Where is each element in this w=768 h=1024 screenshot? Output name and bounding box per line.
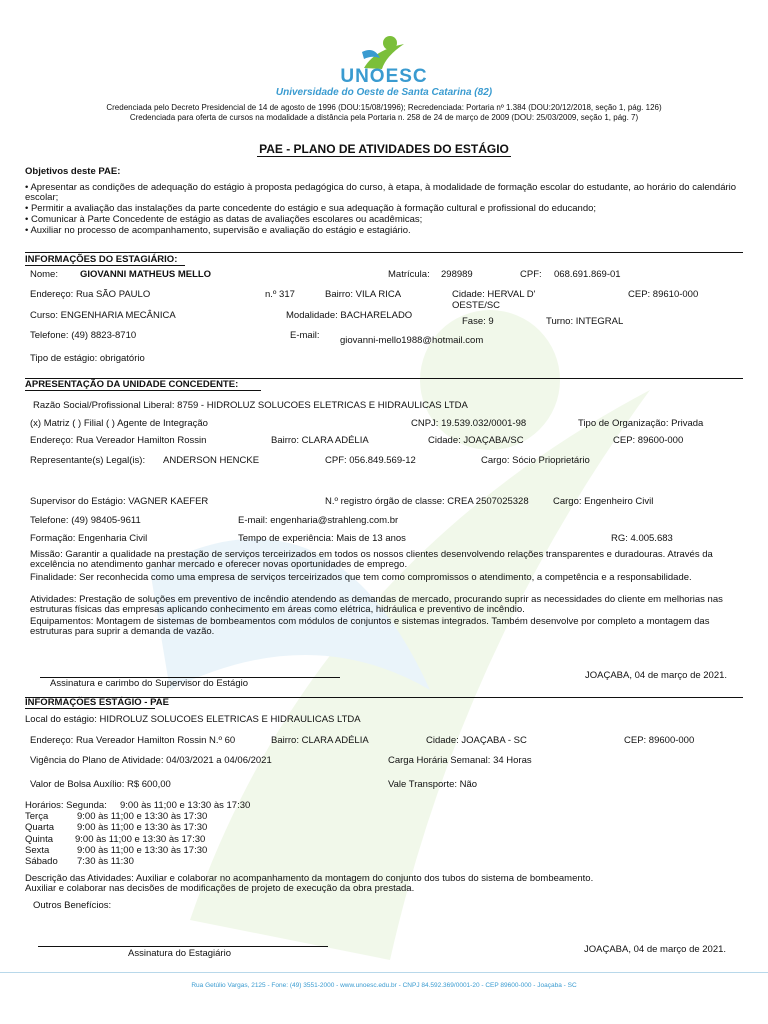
supervisor-cargo: Cargo: Engenheiro Civil [553,496,654,507]
concedente-heading: APRESENTAÇÃO DA UNIDADE CONCEDENTE: [25,379,239,390]
registro-classe: N.º registro órgão de classe: CREA 2507025328 [325,496,529,507]
nome-label: Nome: [30,269,58,280]
horario-dia: Sábado [25,856,58,867]
turno: Turno: INTEGRAL [546,316,624,327]
vale-transporte: Vale Transporte: Não [388,779,478,790]
data-estagiario: JOAÇABA, 04 de março de 2021. [584,944,727,955]
modalidade: Modalidade: BACHARELADO [286,310,413,321]
horario-hora: 7:30 às 11:30 [77,856,134,867]
representante-cargo: Cargo: Sócio Prioprietário [481,455,590,466]
descricao-atividades-1: Descrição das Atividades: Auxiliar e colaborar no acompanhamento da montagem do conjunto dos tubos do sistema de bombeamento. [25,873,594,884]
formacao: Formação: Engenharia Civil [30,533,148,544]
estagio-endereco: Endereço: Rua Vereador Hamilton Rossin N.º 60 [30,735,236,746]
curso: Curso: ENGENHARIA MECÂNICA [30,310,176,321]
cidade-line-1: Cidade: HERVAL D' [452,289,536,300]
objetivo-item-3: • Comunicar à Parte Concedente de estágio as datas de avaliações escolares ou acadêmicas; [25,214,423,225]
representante-label: Representante(s) Legal(is): [30,455,146,466]
assinatura-estagiario: Assinatura do Estagiário [128,948,231,959]
equipamentos: Equipamentos: Montagem de sistemas de bombeamentos com módulos de conjuntos e sistemas integrados. Também desenvolve por completo a montagem das estruturas para suprir a demanda de vazão. [30,616,710,637]
atividades: Atividades: Prestação de soluções em preventivo de incêndio atendendo as demandas de mercado, procurando suprir as necessidades do cliente em melhorias nas estruturas físicas das empresas aplicando conhecimento em áreas como elétrica, hidráulica e preventivo de incêndio. [30,594,723,615]
tempo-experiencia: Tempo de experiência: Mais de 13 anos [238,533,406,544]
data-supervisor: JOAÇABA, 04 de março de 2021. [585,670,728,681]
footer-divider [0,972,768,973]
missao: Missão: Garantir a qualidade na prestação de serviços terceirizados em todos os nossos clientes desenvolvendo relações transparentes e duradouras. Através da excelência no atendimento ganhar mercado e oferecer novas oportunidades de emprego. [30,549,713,570]
cpf-value: 068.691.869-01 [554,269,621,280]
objetivo-item-2: • Permitir a avaliação das instalações da parte concedente do estágio e sua adequação à formação cultural e profissional do educando; [25,203,597,214]
vigencia: Vigência do Plano de Atividade: 04/03/2021 a 04/06/2021 [30,755,272,766]
estagio-cep: CEP: 89600-000 [624,735,695,746]
matricula-value: 298989 [441,269,473,280]
matricula-label: Matrícula: [388,269,430,280]
representante-cpf: CPF: 056.849.569-12 [325,455,416,466]
supervisor: Supervisor do Estágio: VAGNER KAEFER [30,496,209,507]
heading-underline [25,265,185,266]
credential-line-2: Credenciada para oferta de cursos na modalidade a distância pela Portaria n. 258 de 24 de março de 2009 (DOU: 25/03/2009, seção 1, pág. 7) [129,113,639,122]
concedente-bairro: Bairro: CLARA ADÉLIA [271,435,369,446]
nome-value: GIOVANNI MATHEUS MELLO [80,269,212,280]
credential-line-1: Credenciada pelo Decreto Presidencial de 14 de agosto de 1996 (DOU:15/08/1996); Recredenciada: Portaria nº 1.384 (DOU:20/12/2018, seção 1, pág. 126) [106,103,662,112]
horario-dia: Terça [25,811,49,822]
matriz-filial: (x) Matriz ( ) Filial ( ) Agente de Integração [30,418,208,429]
concedente-cep: CEP: 89600-000 [613,435,684,446]
concedente-cidade: Cidade: JOAÇABA/SC [428,435,524,446]
objetivo-item-4: • Auxiliar no processo de acompanhamento, supervisão e avaliação do estágio e estagiário. [25,225,411,236]
rg: RG: 4.005.683 [611,533,673,544]
cep: CEP: 89610-000 [628,289,699,300]
bairro: Bairro: VILA RICA [325,289,402,300]
horario-hora: 9:00 às 11;00 e 13:30 às 17:30 [77,845,208,856]
estagio-heading: INFORMAÇÕES ESTÁGIO - PAE [25,697,169,708]
horario-hora: 9:00 às 11;00 e 13:30 às 17:30 [75,834,206,845]
local-estagio: Local do estágio: HIDROLUZ SOLUCOES ELETRICAS E HIDRAULICAS LTDA [25,714,361,725]
supervisor-email: E-mail: engenharia@strahleng.com.br [238,515,399,526]
signature-line [38,946,328,947]
brand-name: UNOESC [340,66,428,87]
footer: Rua Getúlio Vargas, 2125 - Fone: (49) 3551-2000 - www.unoesc.edu.br - CNPJ 84.592.369/0001-20 - CEP 89600-000 - Joaçaba - SC [191,982,577,989]
document-title: PAE - PLANO DE ATIVIDADES DO ESTÁGIO [259,142,509,156]
cpf-label: CPF: [520,269,542,280]
divider [25,252,743,253]
tipo-estagio: Tipo de estágio: obrigatório [30,353,145,364]
email-label: E-mail: [290,330,320,341]
finalidade: Finalidade: Ser reconhecida como uma empresa de serviços terceirizados que tem como compromissos o atendimento, a competência e a responsabilidade. [30,572,692,583]
horario-dia: Sexta [25,845,50,856]
representante-value: ANDERSON HENCKE [163,455,260,466]
endereco: Endereço: Rua SÃO PAULO [30,289,151,300]
descricao-atividades-2: Auxiliar e colaborar nas decisões de modificações de projeto de execução da obra prestada. [25,883,415,894]
carga-horaria: Carga Horária Semanal: 34 Horas [388,755,532,766]
email-value: giovanni-mello1988@hotmail.com [340,335,484,346]
horario-hora: 9:00 às 11;00 e 13:30 às 17:30 [77,811,208,822]
unoesc-logo-icon [360,34,408,70]
supervisor-telefone: Telefone: (49) 98405-9611 [30,515,141,526]
outros-beneficios: Outros Benefícios: [33,900,112,911]
concedente-endereco: Endereço: Rua Vereador Hamilton Rossin [30,435,207,446]
university-name: Universidade do Oeste de Santa Catarina (82) [275,87,493,98]
horario-hora: 9:00 às 11;00 e 13:30 às 17:30 [77,822,208,833]
objetivos-heading: Objetivos deste PAE: [25,166,121,177]
tipo-organizacao: Tipo de Organização: Privada [578,418,704,429]
horario-dia: Quinta [25,834,53,845]
horario-dia: Horários: Segunda: [25,800,107,811]
horario-hora: 9:00 às 11;00 e 13:30 às 17:30 [120,800,251,811]
fase: Fase: 9 [462,316,494,327]
heading-underline [25,708,155,709]
estagio-bairro: Bairro: CLARA ADÉLIA [271,735,369,746]
assinatura-supervisor: Assinatura e carimbo do Supervisor do Estágio [50,678,249,689]
bolsa-auxilio: Valor de Bolsa Auxílio: R$ 600,00 [30,779,171,790]
estagiario-heading: INFORMAÇÕES DO ESTAGIÁRIO: [25,254,178,265]
heading-underline [25,390,261,391]
objetivo-item-1: • Apresentar as condições de adequação do estágio à proposta pedagógica do curso, à etapa, à modalidade de formação escolar do estudante, ao horário do calendário escolar; [25,182,737,203]
telefone: Telefone: (49) 8823-8710 [30,330,137,341]
estagio-cidade: Cidade: JOAÇABA - SC [426,735,527,746]
numero: n.º 317 [265,289,295,300]
cidade-line-2: OESTE/SC [452,300,501,311]
razao-social: Razão Social/Profissional Liberal: 8759 - HIDROLUZ SOLUCOES ELETRICAS E HIDRAULICAS LTDA [33,400,468,411]
horario-dia: Quarta [25,822,55,833]
cnpj: CNPJ: 19.539.032/0001-98 [411,418,527,429]
